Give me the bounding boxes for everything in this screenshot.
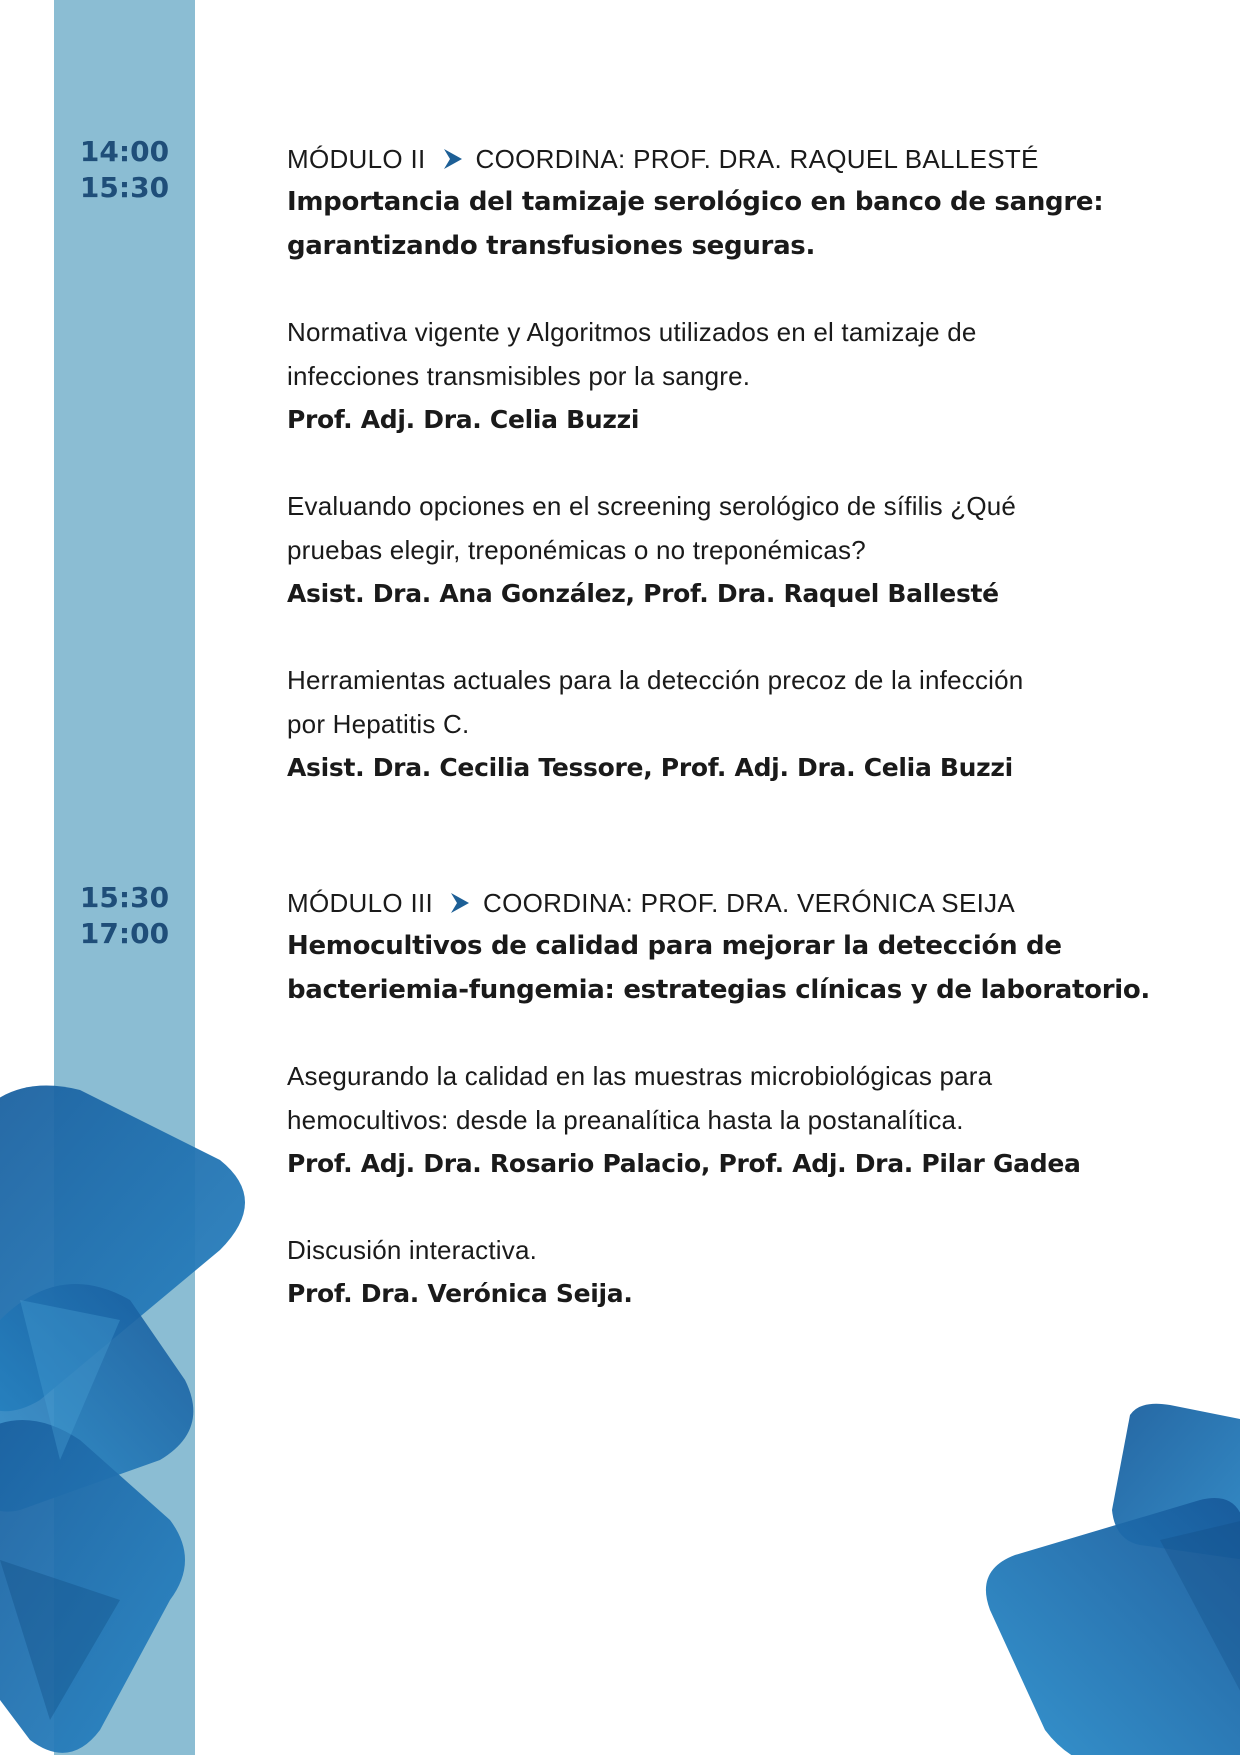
talk-item (287, 658, 1187, 790)
time-end: 15:30 (79, 171, 170, 204)
talk-speakers: Prof. Adj. Dra. Celia Buzzi (287, 405, 640, 434)
right-shape-overlay (1160, 1520, 1240, 1700)
module-title-line: garantizando transfusiones seguras. (287, 231, 816, 261)
talk-title-line: Herramientas actuales para la detección precoz de la infección (287, 665, 1024, 695)
sidebar-band (54, 0, 195, 1755)
talk-item (287, 1228, 1187, 1316)
chevron-right-icon (449, 892, 471, 914)
talk-title-line: Normativa vigente y Algoritmos utilizados en el tamizaje de (287, 317, 977, 347)
time-slot-module-3 (54, 880, 195, 952)
right-shape-top (1112, 1404, 1240, 1560)
talk-title-line: Asegurando la calidad en las muestras microbiológicas para (287, 1061, 993, 1091)
time-slot-module-2 (54, 134, 195, 206)
module-coordinator: COORDINA: PROF. DRA. RAQUEL BALLESTÉ (475, 144, 1039, 174)
talk-title-line: infecciones transmisibles por la sangre. (287, 361, 751, 391)
talk-title-line: hemocultivos: desde la preanalítica hasta la postanalítica. (287, 1105, 964, 1135)
module-title-line: Hemocultivos de calidad para mejorar la detección de (287, 931, 1062, 961)
module-label: MÓDULO II (287, 144, 426, 174)
time-start: 15:30 (79, 881, 170, 914)
chevron-right-icon (442, 148, 464, 170)
time-start: 14:00 (79, 135, 170, 168)
talk-item (287, 310, 1187, 442)
module-title (287, 180, 1187, 268)
talk-title-line: Evaluando opciones en el screening serológico de sífilis ¿Qué (287, 491, 1017, 521)
talk-title-line: Discusión interactiva. (287, 1235, 538, 1265)
module-title-line: Importancia del tamizaje serológico en banco de sangre: (287, 187, 1104, 217)
time-end: 17:00 (79, 917, 170, 950)
module-title (287, 924, 1187, 1012)
module-3-block (287, 886, 1187, 1316)
talk-title-line: por Hepatitis C. (287, 709, 470, 739)
right-shape-bottom (986, 1498, 1240, 1755)
module-header (287, 142, 1187, 176)
talk-speakers: Prof. Dra. Verónica Seija. (287, 1279, 633, 1308)
module-coordinator: COORDINA: PROF. DRA. VERÓNICA SEIJA (483, 888, 1016, 918)
module-title-line: bacteriemia-fungemia: estrategias clínicas y de laboratorio. (287, 975, 1150, 1005)
talk-item (287, 1054, 1187, 1186)
module-2-block (287, 142, 1187, 790)
talk-title-line: pruebas elegir, treponémicas o no treponémicas? (287, 535, 866, 565)
talk-item (287, 484, 1187, 616)
module-label: MÓDULO III (287, 888, 434, 918)
talk-speakers: Asist. Dra. Ana González, Prof. Dra. Raquel Ballesté (287, 579, 999, 608)
talk-speakers: Prof. Adj. Dra. Rosario Palacio, Prof. Adj. Dra. Pilar Gadea (287, 1149, 1081, 1178)
talk-speakers: Asist. Dra. Cecilia Tessore, Prof. Adj. Dra. Celia Buzzi (287, 753, 1013, 782)
module-header (287, 886, 1187, 920)
